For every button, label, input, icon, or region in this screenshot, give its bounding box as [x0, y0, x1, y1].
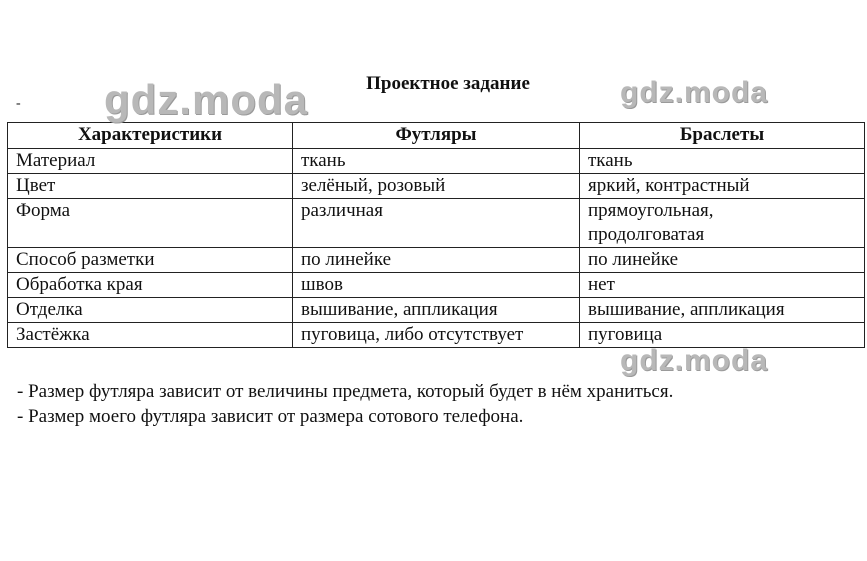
row-label: Застёжка: [8, 323, 293, 348]
column-header-bracelets: Браслеты: [580, 123, 865, 149]
bracelets-cell: пуговица: [580, 323, 865, 348]
row-label: Отделка: [8, 298, 293, 323]
cases-cell: ткань: [293, 149, 580, 174]
watermark-logo: gdz.moda: [620, 344, 768, 377]
row-label: Способ разметки: [8, 248, 293, 273]
note-my-case-size: - Размер моего футляра зависит от размера сотового телефона.: [17, 406, 524, 427]
watermark-logo: gdz.moda: [104, 76, 308, 123]
characteristics-table: [7, 122, 865, 348]
bracelets-cell: нет: [580, 273, 865, 298]
row-label: Форма: [8, 199, 293, 248]
table-header-row: [8, 123, 865, 149]
cases-cell: пуговица, либо отсутствует: [293, 323, 580, 348]
column-header-cases: Футляры: [293, 123, 580, 149]
row-label: Обработка края: [8, 273, 293, 298]
note-case-size: - Размер футляра зависит от величины предмета, который будет в нём храниться.: [17, 381, 674, 402]
bracelets-cell: яркий, контрастный: [580, 174, 865, 199]
bracelets-cell-line2: продолговатая: [588, 224, 705, 245]
cases-cell: по линейке: [293, 248, 580, 273]
cases-cell: швов: [293, 273, 580, 298]
bracelets-cell-line1: прямоугольная,: [588, 200, 714, 221]
table-row: [8, 174, 865, 199]
watermark-logo: gdz.moda: [620, 76, 768, 109]
table-row: [8, 273, 865, 298]
dash-mark: -: [16, 96, 21, 111]
bracelets-cell: [580, 199, 865, 248]
cases-cell: вышивание, аппликация: [293, 298, 580, 323]
column-header-characteristics: Характеристики: [8, 123, 293, 149]
bracelets-cell: вышивание, аппликация: [580, 298, 865, 323]
cases-cell: зелёный, розовый: [293, 174, 580, 199]
cases-cell: различная: [293, 199, 580, 248]
table-row: [8, 323, 865, 348]
table-row: [8, 199, 865, 248]
bracelets-cell: ткань: [580, 149, 865, 174]
bracelets-cell: по линейке: [580, 248, 865, 273]
page-title: Проектное задание: [366, 73, 530, 94]
table-row: [8, 298, 865, 323]
table-row: [8, 149, 865, 174]
row-label: Материал: [8, 149, 293, 174]
row-label: Цвет: [8, 174, 293, 199]
table-row: [8, 248, 865, 273]
